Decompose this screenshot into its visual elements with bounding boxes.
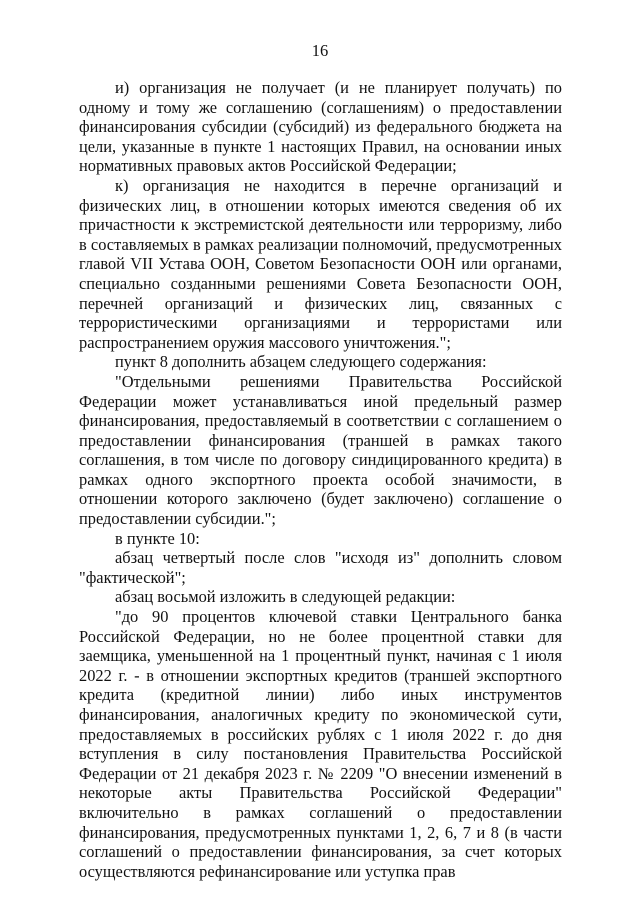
paragraph-quoted-new-text: "Отдельными решениями Правительства Российской Федерации может устанавливаться иной предельный размер финансирования, предоставляемый в соответствии с соглашением о предоставлении финансирования (траншей в рамках такого соглашения, в том числе по договору синдицированного кредита) в рамках одного экспортного проекта особой значимости, в отношении которого заключено (будет заключено) соглашение о предоставлении субсидии.";: [79, 371, 562, 529]
paragraph-point-8-amendment: пункт 8 дополнить абзацем следующего содержания:: [115, 352, 487, 372]
paragraph-new-eighth-abzats-text: "до 90 процентов ключевой ставки Центрального банка Российской Федерации, но не более процентной ставки для заемщика, уменьшенной на 1 процентный пункт, начиная с 1 июля 2022 г. - в отношении экспортных кредитов (траншей экспортного кредита (кредитной линии) либо иных инструментов финансирования, аналогичных кредиту по экономической сути, предоставляемых в российских рублях с 1 июля 2022 г. до дня вступления в силу постановления Правительства Российской Федерации от 21 декабря 2023 г. № 2209 "О внесении изменений в некоторые акты Правительства Российской Федерации" включительно в рамках соглашений о предоставлении финансирования, предусмотренных пунктами 1, 2, 6, 7 и 8 (в части соглашений о предоставлении финансирования, за счет которых осуществляются рефинансирование или уступка прав: [79, 607, 562, 881]
page-number: 16: [311, 41, 329, 60]
paragraph-item-k: к) организация не находится в перечне организаций и физических лиц, в отношении которых имеются сведения об их причастности к экстремистской деятельности или терроризму, либо в составляемых в рамках реализации полномочий, предусмотренных главой VII Устава ООН, Советом Безопасности ООН или органами, специально созданными решениями Совета Безопасности ООН, перечней организаций и физических лиц, связанных с террористическими организациями и террористами или распространением оружия массового уничтожения.";: [79, 175, 562, 352]
document-body: [79, 78, 562, 881]
paragraph-fourth-abzats-amendment: абзац четвертый после слов "исходя из" дополнить словом "фактической";: [79, 548, 562, 587]
paragraph-item-i: и) организация не получает (и не планирует получать) по одному и тому же соглашению (соглашениям) о предоставлении финансирования субсидии (субсидий) из федерального бюджета на цели, указанные в пункте 1 настоящих Правил, на основании иных нормативных правовых актов Российской Федерации;: [79, 78, 562, 176]
paragraph-eighth-abzats-amendment: абзац восьмой изложить в следующей редакции:: [115, 587, 456, 607]
paragraph-point-10-heading: в пункте 10:: [115, 528, 200, 548]
